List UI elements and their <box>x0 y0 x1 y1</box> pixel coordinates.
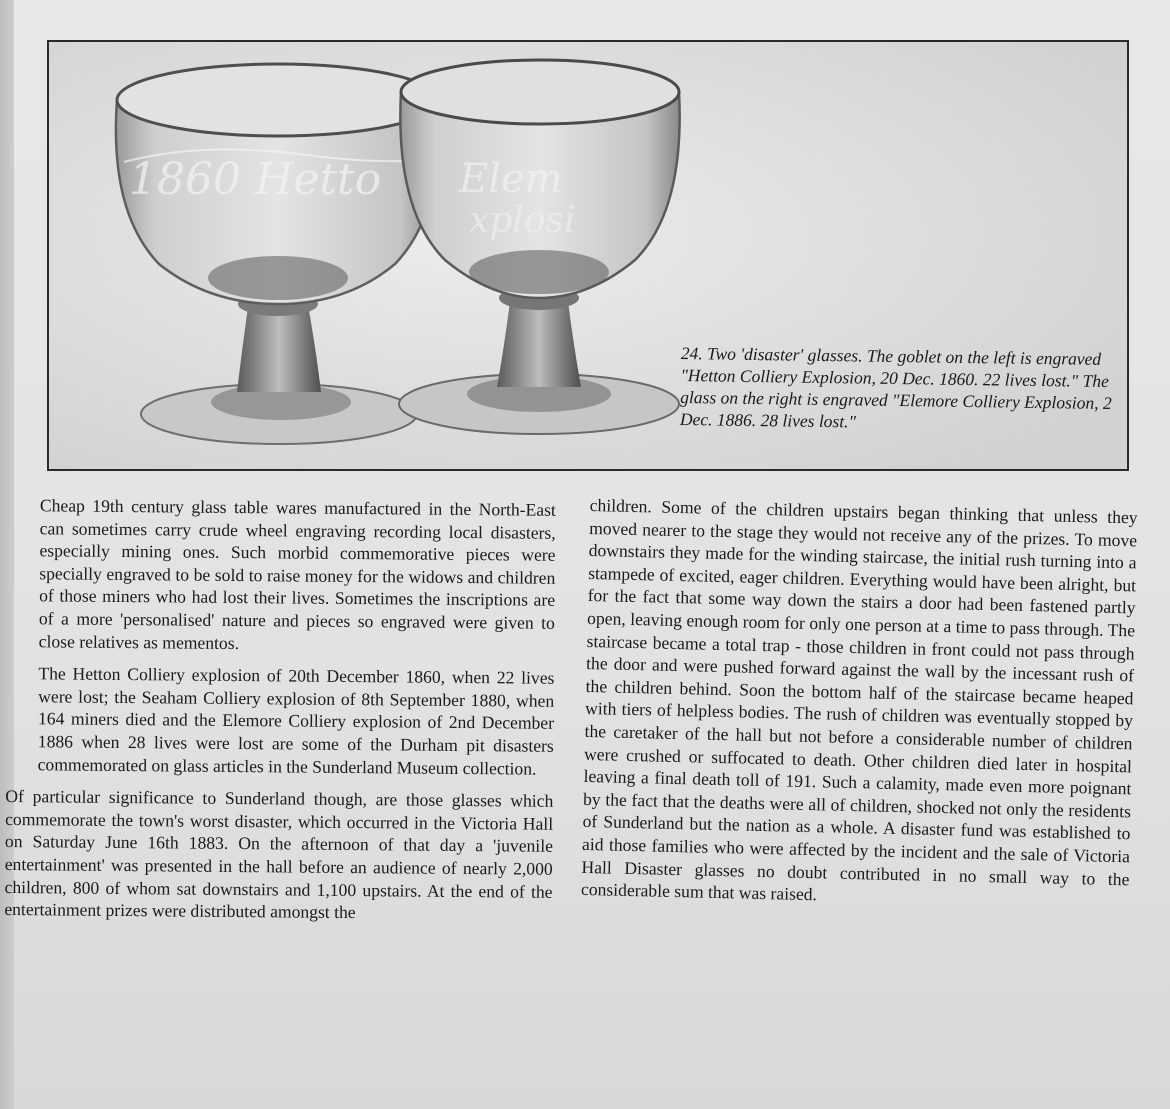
figure-plate <box>47 40 1129 471</box>
left-text-column <box>4 494 556 935</box>
svg-text:Elem: Elem <box>459 156 563 202</box>
paragraph-pit-disasters: The Hetton Colliery explosion of 20th December 1860, when 22 lives were lost; the Seaham Colliery explosion of 8th September 1880, when 164 miners died and the Elemore Colliery explosion of 2nd December 1886 when 28 lives were lost are some of the Durham pit disasters commemorated on glass articles in the Sunderland Museum collection. <box>37 663 555 779</box>
svg-text:1860 Hetto: 1860 Hetto <box>129 154 382 205</box>
paragraph-victoria-hall: Of particular significance to Sunderland though, are those glasses which commemorate the town's worst disaster, which occurred in the Victoria Hall on Saturday June 16th 1883. On the afternoon of that day a 'juvenile entertainment' was presented in the hall before an audience of nearly 2,000 children, 800 of whom sat downstairs and 1,100 upstairs. At the end of the entertainment prizes were distributed amongst the <box>4 786 554 923</box>
svg-text:xplosi: xplosi <box>469 200 576 241</box>
right-text-column <box>581 494 1138 913</box>
paragraph-glass-wares: Cheap 19th century glass table wares manufactured in the North-East can sometimes carry crude wheel engraving recording local disasters, especially mining ones. Such morbid commemorative pieces were specially engraved to be sold to raise money for the widows and children of those miners who had lost their lives. Sometimes the inscriptions are of a more 'personalised' nature and pieces so engraved were given to close relatives as mementos. <box>38 495 556 653</box>
figure-caption: 24. Two 'disaster' glasses. The goblet on the left is engraved "Hetton Colliery Explosion, 20 Dec. 1860. 22 lives lost." The glass on the right is engraved "Elemore Colliery Explosion, 2 Dec. 1886. 28 lives lost." <box>679 342 1112 432</box>
paragraph-staircase-disaster: children. Some of the children upstairs began thinking that unless they moved nearer to the stage they would not receive any of the prizes. To move downstairs they made for the winding staircase, the initial rush turning into a stampede of excited, eager children. Everything would have been alright, but for the fact that some way down the stairs a door had been fastened partly open, leaving enough room for only one person at a time to pass through. The staircase became a total trap - those children in front could not pass through the door and were pushed forward against the wall by the incessant rush of the children behind. Soon the bottom half of the staircase became heaped with tiers of helpless bodies. The rush of children was eventually stopped by the caretaker of the hall but not before a considerable number of children were crushed or suffocated to death. Other children died later in hospital leaving a final death toll of 191. Such a calamity, made even more poignant by the fact that the deaths were all of children, shocked not only the residents of Sunderland but the nation as a whole. A disaster fund was established to aid those families who were affected by the incident and the sale of Victoria Hall Disaster glasses no doubt contributed in no small way to the considerable sum that was raised. <box>580 494 1138 905</box>
